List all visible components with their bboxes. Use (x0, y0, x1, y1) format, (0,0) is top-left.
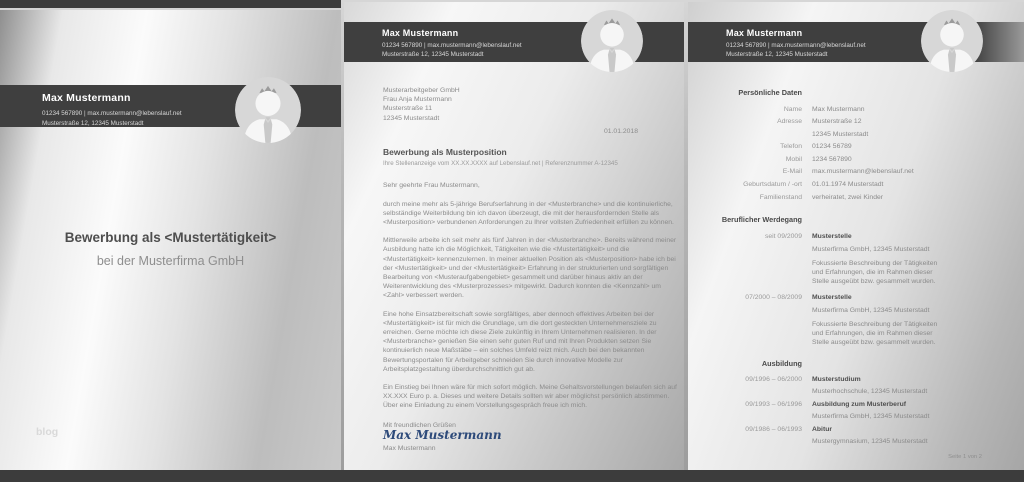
recipient-line: Musterarbeitgeber GmbH (383, 87, 460, 94)
letter-header-name: Max Mustermann (382, 28, 459, 38)
section-heading-education: Ausbildung (761, 358, 802, 368)
cover-title: Bewerbung als <Mustertätigkeit> (64, 230, 277, 245)
career-period: seit 09/2009 (764, 232, 802, 240)
career-org: Musterfirma GmbH, 12345 Musterstadt (812, 306, 930, 314)
personal-row: Telefon 01234 56789 (780, 143, 852, 151)
letter-body (344, 62, 684, 470)
education-entry (688, 376, 1024, 397)
career-entry (688, 233, 1024, 286)
education-period: 09/1986 – 06/1993 (745, 426, 802, 434)
education-org: Musterfirma GmbH, 12345 Musterstadt (812, 413, 930, 421)
education-title: Ausbildung zum Musterberuf (812, 401, 907, 409)
cover-contact-line-1: 01234 567890 | max.mustermann@lebenslauf.net (42, 110, 182, 117)
recipient-line: Frau Anja Mustermann (383, 96, 452, 104)
career-title: Musterstelle (812, 232, 852, 240)
letter-contact-line-1: 01234 567890 | max.mustermann@lebenslauf.net (382, 42, 522, 49)
section-heading-personal: Persönliche Daten (738, 88, 802, 97)
section-heading-career: Beruflicher Werdegang (721, 215, 802, 225)
letter-subject: Bewerbung als Musterposition (383, 147, 507, 158)
personal-row: Mobil 1234 567890 (785, 155, 852, 163)
letter-date: 01.01.2018 (603, 127, 638, 135)
page-cover-sheet (0, 10, 341, 470)
cv-contact-line-2: Musterstraße 12, 12345 Musterstadt (726, 50, 828, 58)
career-title: Musterstelle (812, 293, 852, 301)
career-description: Fokussierte Beschreibung der Tätigkeiten und Erfahrungen, die im Rahmen dieser Stelle ausgeübt bzw. gesammelt wurden. (812, 259, 938, 285)
section-personal-data (688, 89, 1024, 202)
letter-signature-name: Max Mustermann (383, 445, 436, 453)
letter-paragraph: Ein Einstieg bei Ihnen wäre für mich sofort möglich. Meine Gehaltsvorstellungen belaufen sich auf XX.XXX Euro p. a. Dieses und weitere Details sollten wir aber möglichst persönlich abstimmen. Über eine Einladung zu einem Vorstellungsgespräch freue ich mich. (383, 384, 677, 410)
cover-name: Max Mustermann (42, 92, 131, 104)
cover-top-edge-bar (0, 0, 341, 8)
recipient-line: Musterstraße 11 (383, 105, 432, 113)
education-org: Musterhochschule, 12345 Musterstadt (812, 388, 928, 396)
personal-row: Adresse Musterstraße 12 (777, 118, 862, 126)
cv-header-name: Max Mustermann (726, 28, 803, 38)
career-entry (688, 294, 1024, 347)
education-title: Musterstudium (812, 376, 861, 384)
letter-closing: Mit freundlichen Grüßen (383, 421, 456, 429)
personal-row: Familienstand verheiratet, zwei Kinder (759, 193, 884, 201)
cover-title-block (0, 230, 341, 268)
personal-row: 12345 Musterstadt (812, 130, 869, 138)
cover-contact-line-2: Musterstraße 12, 12345 Musterstadt (42, 119, 144, 127)
education-entry (688, 426, 1024, 447)
letter-contact-line-2: Musterstraße 12, 12345 Musterstadt (382, 50, 484, 58)
letter-paragraph: durch meine mehr als 5-jährige Berufserfahrung in der <Musterbranche> und die kontinuierliche, selbständige Weiterbildung bin ich davon überzeugt, die mit der herausfordernden Stelle als <Musterposition> verbundenen Anforderungen zu Ihrer vollsten Zufriedenheit erfüllen zu können. (383, 200, 674, 227)
career-description: Fokussierte Beschreibung der Tätigkeiten und Erfahrungen, die im Rahmen dieser Stelle ausgeübt bzw. gesammelt wurden. (812, 320, 938, 346)
recipient-line: 12345 Musterstadt (383, 114, 440, 122)
letter-signature-script: Max Mustermann (383, 427, 502, 442)
education-title: Abitur (812, 426, 833, 434)
avatar-placeholder-icon (235, 77, 301, 143)
letter-subject-reference: Ihre Stellenanzeige vom XX.XX.XXXX auf Lebenslauf.net | Referenznummer A-12345 (383, 160, 618, 168)
letter-paragraph: Eine hohe Einsatzbereitschaft sowie sorgfältiges, aber dennoch effektives Arbeiten bei der <Mustertätigkeit> ist für mich die Grundlage, um die dort gesteckten Unternehmensziele zu erreichen. Gerne möchte ich diese Ziele zukünftig in Ihrem Unternehmen realisieren. In der <Musterbranche> genießen Sie einen sehr guten Ruf und mit Ihren Produkten setzen Sie kontinuierlich neue Maßstäbe – ein solches Umfeld reizt mich. Auch bei den bekannten Bewertungsportalen für Arbeitgeber schneiden Sie durch innovative Modelle zur Arbeitsplatzgestaltung überdurchschnittlich gut ab. (383, 310, 657, 373)
personal-row: E-Mail max.mustermann@lebenslauf.net (782, 168, 914, 176)
letter-paragraph: Mittlerweile arbeite ich seit mehr als fünf Jahren in der <Musterbranche>. Bereits während meiner Ausbildung hatte ich die Möglichkeit, Tätigkeiten wie die <Mustertätigkeit> und die <Mustertätigkeit> kennenzulernen. In meiner aktuellen Position als <Musterposition> habe ich bei der <Mustertätigkeit> und der <Mustertätigkeit> Erfahrung in der strukturierten und sorgfältigen Bearbeitung von <Musteraufgabengebiet> gesammelt und darüber hinaus aktiv an der Weiterentwicklung des <Musterprozesses> mitgewirkt. Dadurch konnten die <Kennzahl> um <Zahl> verbessert werden. (383, 237, 677, 300)
page-cover-letter (344, 2, 684, 470)
education-period: 09/1996 – 06/2000 (745, 376, 802, 384)
cover-subtitle: bei der Musterfirma GmbH (96, 254, 245, 268)
page-lebenslauf (688, 2, 1024, 470)
career-org: Musterfirma GmbH, 12345 Musterstadt (812, 245, 930, 253)
section-education (688, 360, 1024, 447)
page-number-footer: Seite 1 von 2 (948, 454, 982, 460)
cv-body (688, 62, 1024, 470)
education-period: 09/1993 – 06/1996 (745, 401, 802, 409)
letter-salutation: Sehr geehrte Frau Mustermann, (383, 182, 480, 190)
personal-row: Name Max Mustermann (783, 105, 865, 113)
blog-watermark: blog (36, 426, 59, 438)
education-org: Mustergymnasium, 12345 Musterstadt (812, 438, 928, 446)
bottom-edge-bar (0, 470, 1024, 482)
cv-contact-line-1: 01234 567890 | max.mustermann@lebenslauf.net (726, 42, 866, 49)
education-entry (688, 401, 1024, 422)
section-career (688, 216, 1024, 347)
career-period: 07/2000 – 08/2009 (745, 293, 802, 301)
personal-row: Geburtsdatum / -ort 01.01.1974 Musterstadt (743, 181, 884, 189)
